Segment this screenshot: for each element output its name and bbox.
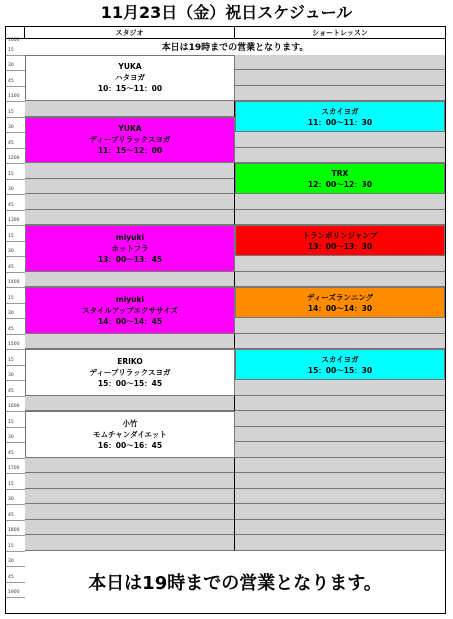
time-tick-line xyxy=(6,504,25,505)
empty-slot xyxy=(235,396,445,412)
time-tick-line xyxy=(6,70,25,71)
time-tick-line xyxy=(6,396,25,397)
time-label: 30 xyxy=(8,373,14,378)
event-time: 12：00～12：30 xyxy=(307,179,373,189)
empty-slot xyxy=(25,179,235,195)
time-tick-line xyxy=(6,582,25,583)
empty-slot xyxy=(235,132,445,148)
empty-slot xyxy=(235,256,445,272)
empty-slot xyxy=(25,504,235,520)
event-name: モムチャンダイエット xyxy=(93,429,167,439)
time-label: 1900 xyxy=(8,590,20,595)
time-label: 1000 xyxy=(8,38,20,43)
time-label: 1600 xyxy=(8,404,20,409)
time-label: 30 xyxy=(8,187,14,192)
time-label: 1500 xyxy=(8,342,20,347)
time-label: 45 xyxy=(8,202,14,208)
time-label: 1700 xyxy=(8,466,20,471)
time-label: 1100 xyxy=(8,94,20,99)
time-tick-line xyxy=(6,86,25,87)
empty-slot xyxy=(235,194,445,210)
short-lesson-event xyxy=(235,287,445,318)
time-tick-line xyxy=(6,55,25,56)
event-name: ディープリラックスヨガ xyxy=(89,367,171,377)
page-title: 11月23日（金）祝日スケジュール xyxy=(100,3,353,22)
time-label: 30 xyxy=(8,125,14,130)
time-label: 45 xyxy=(8,574,14,580)
empty-slot xyxy=(25,396,235,412)
time-label: 45 xyxy=(8,78,14,84)
time-label: 45 xyxy=(8,512,14,518)
event-name: ハタヨガ xyxy=(115,73,145,83)
empty-slot xyxy=(235,427,445,443)
time-tick-line xyxy=(6,597,25,598)
time-tick-line xyxy=(6,194,25,195)
time-tick-line xyxy=(6,427,25,428)
time-label: 1400 xyxy=(8,280,20,285)
time-tick-line xyxy=(6,535,25,536)
event-time: 15：00～15：45 xyxy=(97,378,163,388)
studio-event xyxy=(25,411,235,458)
event-time: 14：00～14：45 xyxy=(97,316,163,326)
empty-slot xyxy=(25,535,235,551)
event-instructor: YUKA xyxy=(118,62,142,72)
time-tick-line xyxy=(6,179,25,180)
empty-slot xyxy=(235,210,445,226)
schedule-grid xyxy=(5,26,446,614)
empty-slot xyxy=(235,55,445,71)
time-tick-line xyxy=(6,334,25,335)
event-time: 11：15～12：00 xyxy=(97,146,163,156)
event-instructor: miyuki xyxy=(115,232,145,242)
empty-slot xyxy=(25,489,235,505)
empty-slot xyxy=(235,489,445,505)
time-label: 45 xyxy=(8,450,14,456)
time-tick-line xyxy=(6,132,25,133)
time-label: 1300 xyxy=(8,218,20,223)
empty-slot xyxy=(235,334,445,350)
time-label: 30 xyxy=(8,63,14,68)
event-time: 14：00～14：30 xyxy=(307,303,373,313)
short-lesson-event xyxy=(235,163,445,194)
time-label: 15 xyxy=(8,233,14,239)
event-time: 13：00～13：30 xyxy=(307,241,373,251)
event-name: ホットフラ xyxy=(111,243,149,253)
event-time: 16：00～16：45 xyxy=(97,440,163,450)
time-label: 30 xyxy=(8,311,14,316)
short-lesson-column-header: ショートレッスン xyxy=(235,27,445,39)
empty-slot xyxy=(235,504,445,520)
time-tick-line xyxy=(6,318,25,319)
studio-event xyxy=(25,117,235,164)
empty-slot xyxy=(235,70,445,86)
empty-slot xyxy=(235,458,445,474)
event-instructor: YUKA xyxy=(118,124,142,134)
empty-slot xyxy=(235,148,445,164)
event-time: 11：00～11：30 xyxy=(307,117,373,127)
time-label: 30 xyxy=(8,559,14,564)
studio-event xyxy=(25,55,235,102)
empty-slot xyxy=(235,411,445,427)
time-label: 1800 xyxy=(8,528,20,533)
time-label: 1200 xyxy=(8,156,20,161)
empty-slot xyxy=(25,520,235,536)
time-label: 45 xyxy=(8,326,14,332)
time-tick-line xyxy=(6,163,25,164)
time-label: 30 xyxy=(8,249,14,254)
notice-bottom: 本日は19時までの営業となります。 xyxy=(25,550,445,613)
event-instructor: ERIKO xyxy=(117,356,143,366)
studio-event xyxy=(25,287,235,334)
empty-slot xyxy=(235,86,445,102)
time-label: 15 xyxy=(8,357,14,363)
empty-slot xyxy=(235,442,445,458)
short-lesson-event xyxy=(235,349,445,380)
empty-slot xyxy=(25,473,235,489)
time-label: 45 xyxy=(8,140,14,146)
empty-slot xyxy=(25,194,235,210)
time-tick-line xyxy=(6,148,25,149)
event-time: 10：15～11：00 xyxy=(97,84,163,94)
empty-slot xyxy=(25,458,235,474)
time-tick-line xyxy=(6,101,25,102)
time-label: 15 xyxy=(8,295,14,301)
empty-slot xyxy=(235,520,445,536)
short-lesson-event xyxy=(235,101,445,132)
time-tick-line xyxy=(6,566,25,567)
empty-slot xyxy=(235,380,445,396)
time-label: 15 xyxy=(8,171,14,177)
empty-slot xyxy=(235,272,445,288)
time-tick-line xyxy=(6,380,25,381)
time-tick-line xyxy=(6,287,25,288)
empty-slot xyxy=(235,535,445,551)
time-tick-line xyxy=(6,349,25,350)
time-label: 15 xyxy=(8,543,14,549)
time-tick-line xyxy=(6,473,25,474)
empty-slot xyxy=(25,101,235,117)
empty-slot xyxy=(25,334,235,350)
event-name: TRX xyxy=(331,168,349,178)
time-tick-line xyxy=(6,225,25,226)
time-label: 15 xyxy=(8,481,14,487)
empty-slot xyxy=(25,210,235,226)
event-name: トランポリンジャンプ xyxy=(302,230,378,240)
event-time: 13：00～13：45 xyxy=(97,254,163,264)
short-lesson-event xyxy=(235,225,445,256)
empty-slot xyxy=(235,318,445,334)
time-tick-line xyxy=(6,210,25,211)
time-tick-line xyxy=(6,256,25,257)
studio-event xyxy=(25,349,235,396)
time-tick-line xyxy=(6,442,25,443)
time-tick-line xyxy=(6,551,25,552)
time-label: 15 xyxy=(8,419,14,425)
notice-top: 本日は19時までの営業となります。 xyxy=(25,39,445,58)
time-label: 45 xyxy=(8,388,14,394)
time-tick-line xyxy=(6,365,25,366)
event-time: 15：00～15：30 xyxy=(307,365,373,375)
empty-slot xyxy=(25,272,235,288)
time-label: 15 xyxy=(8,47,14,53)
studio-event xyxy=(25,225,235,272)
time-tick-line xyxy=(6,411,25,412)
event-instructor: miyuki xyxy=(115,294,145,304)
event-name: スカイヨガ xyxy=(321,106,359,116)
time-tick-line xyxy=(6,272,25,273)
time-tick-line xyxy=(6,489,25,490)
time-label: 15 xyxy=(8,109,14,115)
time-tick-line xyxy=(6,241,25,242)
empty-slot xyxy=(25,163,235,179)
event-name: スカイヨガ xyxy=(321,354,359,364)
time-tick-line xyxy=(6,520,25,521)
empty-slot xyxy=(235,473,445,489)
time-tick-line xyxy=(6,458,25,459)
studio-column-header: スタジオ xyxy=(25,27,235,39)
event-instructor: 小竹 xyxy=(122,418,138,428)
time-label: 45 xyxy=(8,264,14,270)
event-name: ディーズランニング xyxy=(306,292,374,302)
time-label: 30 xyxy=(8,435,14,440)
time-tick-line xyxy=(6,117,25,118)
time-label: 30 xyxy=(8,497,14,502)
event-name: ディープリラックスヨガ xyxy=(89,135,171,145)
time-tick-line xyxy=(6,303,25,304)
event-name: スタイルアップエクササイズ xyxy=(82,305,178,315)
